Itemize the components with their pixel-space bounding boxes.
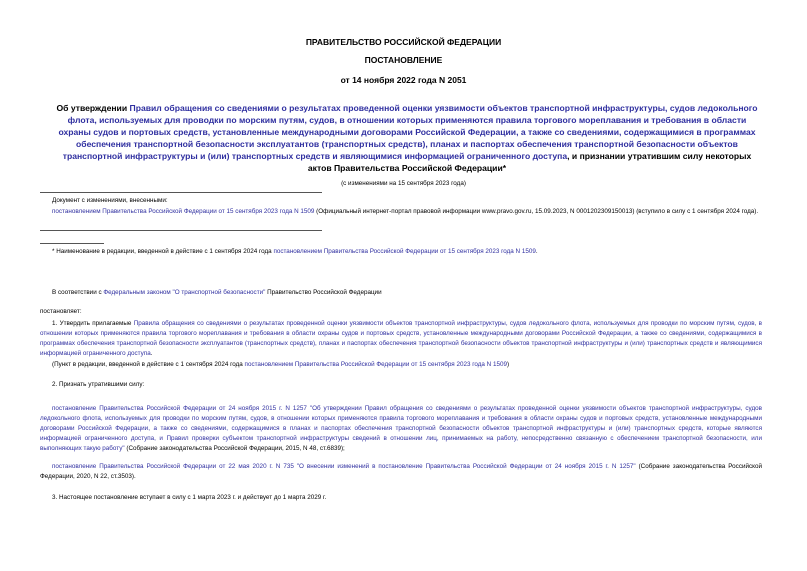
item-1-note-link[interactable]: постановлением Правительства Российской Федерации от 15 сентября 2023 года N 1509 (244, 361, 507, 368)
preamble-suffix: Правительство Российской Федерации (265, 289, 382, 296)
item-1-suffix: . (150, 350, 153, 357)
repeal-1257-link[interactable]: постановление Правительства Российской Федерации от 24 ноября 2015 г. N 1257 "Об утверждении Правил обращения со сведениями о результатах проведенной оценки уязвимости объектов транспортной инфраструктуры, судов ледокольного флота, используемых для проводки по морским путям, судов, в отношении которых применяются правила торгового мореплавания и требования в области охраны судов и портовых средств, установленные международными договорами Российской Федерации, а также со сведениями, содержащимися в планах и паспортах обеспечения транспортной безопасности объектов транспортной инфраструктуры и (или) транспортных средств, которые являются информацией ограниченного доступа, и Правил проверки субъектом транспортной инфраструктуры сведений в отношении лиц, принимаемых на работу, непосредственно связанную с обеспечением транспортной безопасности, или выполняющих такую работу" (40, 405, 762, 452)
repeal-735-link[interactable]: постановление Правительства Российской Федерации от 22 мая 2020 г. N 735 "О внесении изменений в постановление Правительства Российской Федерации от 24 ноября 2015 г. N 1257" (52, 463, 636, 470)
item-1-note-prefix: (Пункт в редакции, введенной в действие с 1 сентября 2024 года (52, 361, 245, 368)
footnote-1509-link[interactable]: постановлением Правительства Российской Федерации от 15 сентября 2023 года N 1509 (273, 248, 536, 255)
title-prefix: Об утверждении (56, 103, 130, 113)
item-1 (40, 319, 762, 359)
item-1-note (40, 360, 762, 370)
amendment-1509-link[interactable]: постановлением Правительства Российской Федерации от 15 сентября 2023 года N 1509 (52, 208, 315, 215)
item-2: 2. Признать утратившими силу: (52, 381, 145, 388)
footnote-end: . (535, 248, 538, 255)
repeal-2 (40, 462, 762, 482)
document-title (52, 102, 762, 174)
amendment-1509-details: (Официальный интернет-портал правовой информации www.pravo.gov.ru, 15.09.2023, N 0001202309150013) (вступило в силу с 1 сентября 2024 года). (314, 208, 759, 215)
divider-top (40, 192, 322, 193)
title-suffix: , и признании утратившим силу некоторых актов Правительства Российской Федерации* (307, 151, 752, 173)
issuing-authority: ПРАВИТЕЛЬСТВО РОССИЙСКОЙ ФЕДЕРАЦИИ (305, 37, 502, 47)
preamble-prefix: В соответствии с (52, 289, 104, 296)
document-date-number: от 14 ноября 2022 года N 2051 (340, 75, 467, 85)
footnote (40, 247, 762, 257)
preamble (40, 288, 762, 298)
item-3: 3. Настоящее постановление вступает в силу с 1 марта 2023 г. и действует до 1 марта 2029 г. (52, 494, 327, 501)
item-1-prefix: 1. Утвердить прилагаемые (52, 320, 134, 327)
changes-note: (с изменениями на 15 сентября 2023 года) (341, 180, 466, 187)
repeal-1257-source: (Собрание законодательства Российской Федерации, 2015, N 48, ст.6839); (124, 445, 345, 452)
repeal-735-source: (Собрание законодательства Российской Федерации, 2020, N 22, ст.3503). (40, 463, 763, 480)
federal-law-link[interactable]: Федеральным законом "О транспортной безопасности" (103, 289, 266, 296)
item-1-rules-link[interactable]: Правила обращения со сведениями о результатах проведенной оценки уязвимости объектов транспортной инфраструктуры, судов ледокольного флота, используемых для проводки по морским путям, судов, в отношении которых применяются правила торгового мореплавания и требования в области охраны судов и портовых средств, установленные международными договорами Российской Федерации, а также со сведениями, содержащимися в программах обеспечения транспортной безопасности эксплуатантов (транспортных средств), планах и паспортах обеспечения транспортной безопасности объектов транспортной инфраструктуры и (или) транспортных средств и являющимися информацией ограниченного доступа (40, 320, 763, 357)
amendments-intro: Документ с изменениями, внесенными: (52, 197, 168, 204)
footnote-text: * Наименование в редакции, введенной в действие с 1 сентября 2024 года (52, 248, 274, 255)
title-rules-link[interactable]: Правил обращения со сведениями о результатах проведенной оценки уязвимости объектов транспортной инфраструктуры, судов ледокольного флота, используемых для проводки по морским путям, судов, в отношении которых применяются правила торгового мореплавания и требования в области охраны судов и портовых средств, установленные международными договорами Российской Федерации, а также со сведениями, содержащимися в программах обеспечения транспортной безопасности эксплуатантов (транспортных средств), планах и паспортах обеспечения транспортной безопасности объектов транспортной инфраструктуры и (или) транспортных средств и являющимися информацией ограниченного доступа (58, 103, 758, 161)
decree-word: постановляет: (40, 308, 82, 315)
footnote-rule (40, 243, 104, 244)
repeal-1 (40, 404, 762, 454)
amendments-entry (40, 207, 762, 217)
divider-bottom (40, 230, 322, 231)
item-1-note-suffix: ) (506, 361, 510, 368)
document-type: ПОСТАНОВЛЕНИЕ (364, 55, 443, 65)
